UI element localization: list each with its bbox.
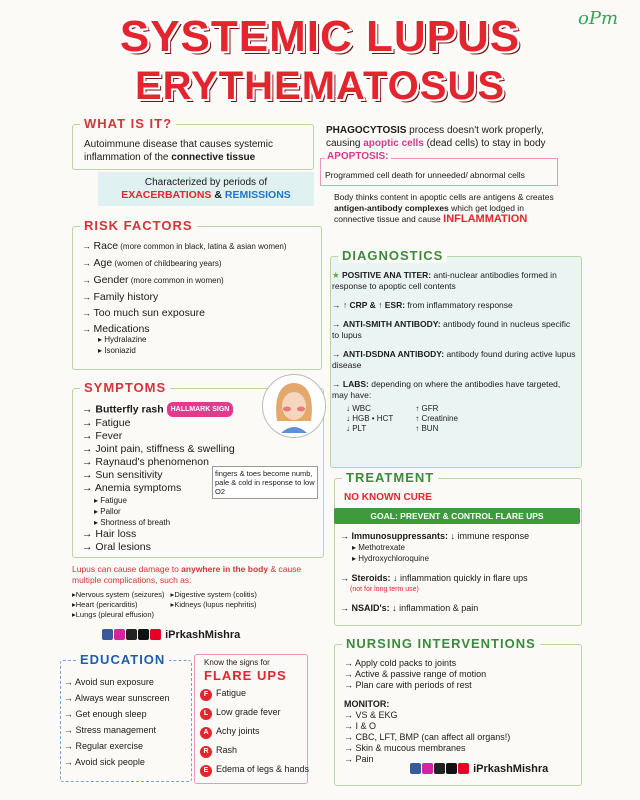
list-item: → Gender (more common in women) (82, 272, 318, 289)
list-item: R Rash (200, 741, 309, 760)
treatment-goal-banner: GOAL: PREVENT & CONTROL FLARE UPS (334, 508, 580, 524)
body-thinks-text: Body thinks content in apoptic cells are antigens & creates antigen-antibody complexes which get lodged in connective tissue and cause INFLAMMATION (334, 192, 554, 225)
list-item: → Avoid sun exposure (64, 674, 188, 690)
list-item: → Medications (82, 321, 318, 337)
raynaud-note: fingers & toes become numb, pale & cold in response to low O2 (212, 466, 318, 499)
hallmark-badge: HALLMARK SIGN (167, 402, 234, 417)
list-item: A Achy joints (200, 722, 309, 741)
no-cure-label: NO KNOWN CURE (344, 492, 432, 503)
med-hydralazine: ▸ Hydralazine (86, 334, 147, 345)
list-item: → Always wear sunscreen (64, 690, 188, 706)
list-item: → Avoid sick people (64, 754, 188, 770)
apoptosis-box: APOPTOSIS: Programmed cell death for unneeded/ abnormal cells (320, 158, 558, 186)
flare-know-label: Know the signs for (204, 658, 270, 667)
list-item: E Edema of legs & hands (200, 760, 309, 779)
list-item: F Fatigue (200, 684, 309, 703)
risk-factors-list (82, 238, 318, 337)
diagnostics-content: ★ POSITIVE ANA TITER: anti-nuclear antibodies formed in response to apoptic cell contents → ↑ CRP & ↑ ESR: from inflammatory response → ANTI-SMITH ANTIBODY: antibody found in nucleus specific to lupus → ANTI-DSDNA ANTIBODY: antibody found during active lupus disease → LABS: depending on where the antibodies have targeted, may have: ↓ WBC ↓ HGB • HCT ↓ PLT ↑ GFR ↑ Creatinine ↑ BUN (332, 270, 576, 433)
periods-callout: Characterized by periods of EXACERBATIONS & REMISSIONS (98, 172, 314, 206)
flare-title: FLARE UPS (204, 668, 287, 683)
social-handle-1: iPrkashMishra (102, 628, 177, 640)
phagocytosis-text: PHAGOCYTOSIS process doesn't work properly, causing apoptic cells (dead cells) to stay in body (326, 125, 546, 149)
patient-butterfly-rash-icon (262, 374, 326, 438)
flare-list (200, 684, 309, 779)
list-item: → Age (women of childbearing years) (82, 255, 318, 272)
list-item: → Regular exercise (64, 738, 188, 754)
what-is-it-description: Autoimmune disease that causes systemic inflammation of the connective tissue (84, 139, 273, 163)
list-item: L Low grade fever (200, 703, 309, 722)
treatment-header: TREATMENT (342, 470, 438, 485)
social-handle-2: iPrkashMishra (410, 762, 485, 774)
author-signature: oPm (578, 8, 619, 29)
title-line-2: ERYTHEMATOSUS (134, 64, 506, 108)
education-header: EDUCATION (76, 652, 169, 667)
list-item: → Family history (82, 289, 318, 305)
symptoms-list: → Butterfly rash HALLMARK SIGN → Fatigue → Fever → Joint pain, stiffness & swelling → Raynaud's phenomenon → Sun sensitivity → Anemia symptoms ▸ Fatigue ▸ Pallor ▸ Shortness of breath → Hair loss → Oral lesions (82, 402, 318, 554)
symptoms-header: SYMPTOMS (80, 380, 170, 395)
risk-factors-header: RISK FACTORS (80, 218, 197, 233)
nursing-list: → Apply cold packs to joints → Active & passive range of motion → Plan care with periods of rest MONITOR: → VS & EKG → I & O → CBC, LFT, BMP (can affect all organs!) → Skin & mucous membranes → Pain (344, 658, 511, 764)
med-isoniazid: ▸ Isoniazid (86, 345, 136, 356)
education-list (64, 674, 188, 770)
what-is-it-header: WHAT IS IT? (80, 116, 176, 131)
list-item: → Race (more common in black, latina & asian women) (82, 238, 318, 255)
list-item: → Get enough sleep (64, 706, 188, 722)
diagnostics-header: DIAGNOSTICS (338, 248, 447, 263)
title-line-1: SYSTEMIC LUPUS (119, 12, 521, 61)
complications-list: ▸Nervous system (seizures) ▸Heart (pericarditis) ▸Lungs (pleural effusion) ▸Digestive system (colitis) ▸Kidneys (lupus nephritis) (72, 590, 257, 619)
treatment-list: → Immunosuppressants: ↓ immune response ▸ Methotrexate ▸ Hydroxychloroquine → Steroids: ↓ inflammation quickly in flare ups (not for long term use) → NSAID's: ↓ inflammation & pain (340, 530, 576, 614)
list-item: → Too much sun exposure (82, 305, 318, 321)
nursing-header: NURSING INTERVENTIONS (342, 636, 540, 651)
complications-text: Lupus can cause damage to anywhere in the body & cause multiple complications, such as: (72, 564, 302, 585)
list-item: → Stress management (64, 722, 188, 738)
